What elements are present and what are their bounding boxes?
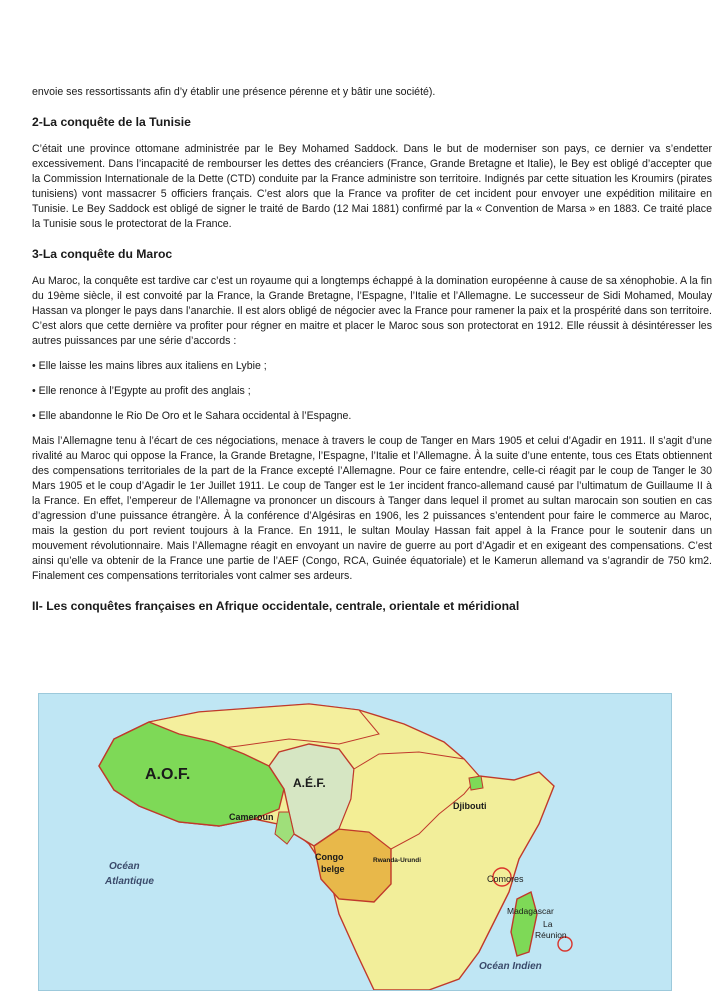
document-page <box>32 85 712 614</box>
bullet-item: • Elle abandonne le Rio De Oro et le Sahara occidental à l’Espagne. <box>32 410 352 422</box>
map-label-madagascar: Madagascar <box>507 906 554 916</box>
map-label-rwanda: Rwanda-Urundi <box>373 857 422 864</box>
paragraph-morocco-2: Mais l’Allemagne tenu à l’écart de ces négociations, menace à travers le coup de Tanger en Mars 1905 et celui d’Agadir en 1911. Il s’agit d’une rivalité au Maroc qui oppose la France, la Grande Bretagne, l’Espagne, l’Italie et l’Allemagne. À la suite d’une entente, tous ces Etats obtiennent des compensations territoriales de la part de la France excepté l’Allemagne. Pour ce faire entendre, celle-ci réagit par le coup de Tanger le 30 Mars 1905 et le coup d’Agadir le 1er Juillet 1911. Le coup de Tanger est le 1er incident franco-allemand causé par l’ultimatum de Guillaume II à la France. En effet, l’empereur de l’Allemagne va prononcer un discours à Tanger dans lequel il promet au sultan marocain son soutien en cas d’agression d’une puissance étrangère. À la conférence d’Algésiras en 1906, les 2 puissances s’entendent pour faire le commerce au Maroc, mais la gestion du port revient toujours à la France. En 1911, le sultan Moulay Hassan fait appel à la France pour le soutenir dans un mouvement révolutionnaire. Mais l’Allemagne réagit en envoyant un navire de guerre au port d’Agadir et en exigeant des compensations. C’est ainsi qu’elle va obtenir de la France une partie de l’AEF (Congo, RCA, Guinée équatoriale) et le Kamerun allemand va s’agrandir de 750 km2. Finalement ces compensations territoriales vont calmer ses ardeurs. <box>32 435 712 582</box>
map-label-djibouti: Djibouti <box>453 801 487 811</box>
map-label-reunion: Réunion <box>535 930 567 940</box>
paragraph-morocco-1: Au Maroc, la conquête est tardive car c’est un royaume qui a longtemps échappé à la domination européenne à cause de sa xénophobie. A la fin du 19ème siècle, il est convoité par la France, la Grande Bretagne, l’Espagne, l’Italie et l’Allemagne. Le successeur de Sidi Mohamed, Moulay Hassan va plonger le pays dans l’anarchie. Il est alors obligé de négocier avec la France pour ramener la paix et la prospérité dans son territoire. C’est alors que cette dernière va profiter pour régner en maitre et placer le Maroc sous son protectorat en 1912. Elle réussit à désintéresser les autres puissances par une série d’accords : <box>32 275 712 347</box>
intro-line: envoie ses ressortissants afin d’y établir une présence pérenne et y bâtir une société). <box>32 86 436 98</box>
map-label-la: La <box>543 919 553 929</box>
africa-colonial-map <box>38 693 672 991</box>
heading-tunisia: 2-La conquête de la Tunisie <box>32 115 191 129</box>
heading-morocco: 3-La conquête du Maroc <box>32 247 173 261</box>
bullet-item: • Elle laisse les mains libres aux italiens en Lybie ; <box>32 360 267 372</box>
paragraph-tunisia: C’était une province ottomane administrée par le Bey Mohamed Saddock. Dans le but de moderniser son pays, ce dernier va s’endetter excessivement. Dans l’incapacité de rembourser les dettes des créanciers (France, Grande Bretagne et Italie), le Bey est obligé d’accepter que la Commission Internationale de la Dette (CTD) conduite par la France administre son territoire. Indignés par cette situation les Kroumirs (pirates tunisiens) vont massacrer 5 officiers français. C’est alors que la France va profiter de cet incident pour envoyer une expédition militaire en Tunisie. Le Bey Saddock est obligé de signer le traité de Bardo (12 Mai 1881) confirmé par la « Convention de Marsa » en 1883. Ce traité place la Tunisie sous le protectorat de la France. <box>32 143 712 230</box>
map-label-aef: A.É.F. <box>293 776 326 790</box>
map-label-comores: Comores <box>487 874 524 884</box>
map-label-aof: A.O.F. <box>145 766 191 783</box>
map-label-indien: Océan Indien <box>479 961 542 972</box>
map-label-atlantique: Atlantique <box>105 876 154 887</box>
map-label-cameroun: Cameroun <box>229 812 274 822</box>
map-label-belge: belge <box>321 864 345 874</box>
map-label-congo: Congo <box>315 852 344 862</box>
bullet-item: • Elle renonce à l’Egypte au profit des anglais ; <box>32 385 251 397</box>
heading-section-2: II- Les conquêtes françaises en Afrique occidentale, centrale, orientale et méridional <box>32 599 520 613</box>
map-label-ocean: Océan <box>109 861 140 872</box>
